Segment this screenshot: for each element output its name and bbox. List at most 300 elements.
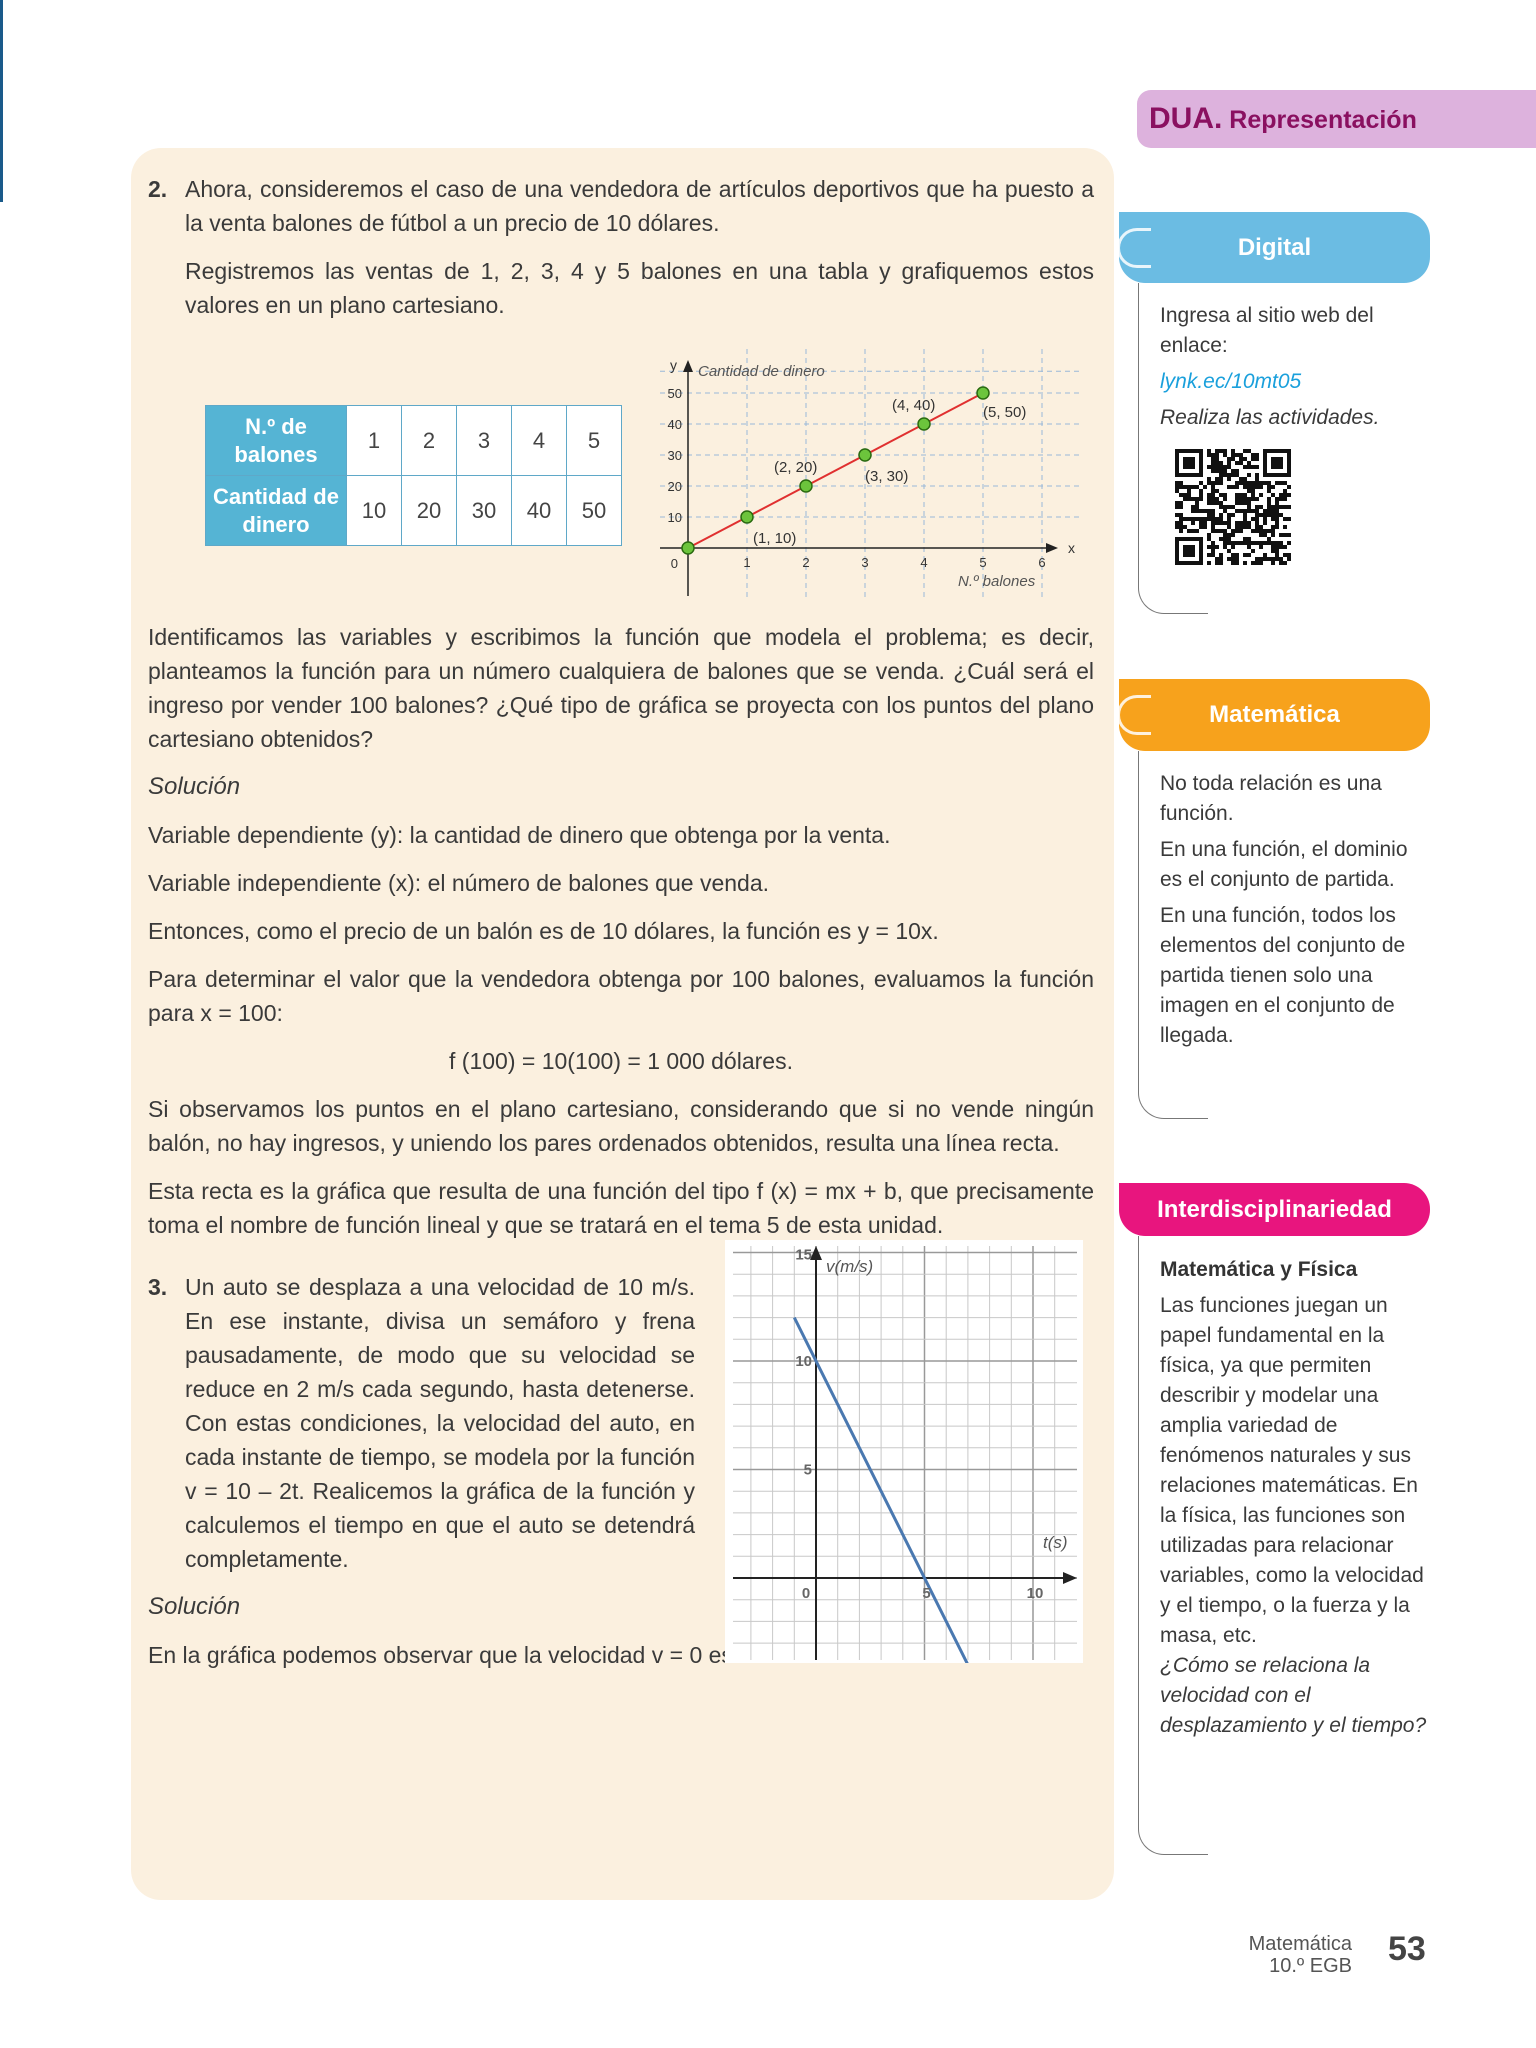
qr-module [1239, 541, 1243, 545]
qr-module [1243, 477, 1247, 481]
interdisciplinariedad-question: ¿Cómo se relaciona la velocidad con el desplazamiento y el tiempo? [1160, 1654, 1427, 1737]
qr-module [1251, 561, 1255, 565]
qr-module [1263, 513, 1267, 517]
qr-module [1179, 493, 1183, 497]
qr-finder [1271, 457, 1283, 469]
qr-module [1175, 481, 1179, 485]
qr-module [1215, 521, 1219, 525]
qr-module [1247, 545, 1251, 549]
y-tick-label: 40 [667, 417, 682, 432]
qr-module [1243, 561, 1247, 565]
qr-module [1207, 545, 1211, 549]
origin-label: 0 [670, 556, 678, 571]
qr-module [1259, 541, 1263, 545]
qr-module [1211, 497, 1215, 501]
x-axis-name: x [1068, 540, 1075, 556]
qr-module [1195, 517, 1199, 521]
qr-module [1279, 513, 1283, 517]
qr-module [1239, 493, 1243, 497]
qr-module [1219, 449, 1223, 453]
qr-module [1239, 477, 1243, 481]
qr-module [1263, 509, 1267, 513]
qr-module [1231, 469, 1235, 473]
qr-module [1203, 517, 1207, 521]
qr-module [1227, 521, 1231, 525]
qr-module [1275, 517, 1279, 521]
exercise-2-text: Ahora, consideremos el caso de una vendedora de artículos deportivos que ha puesto a la venta balones de fútbol a un precio de 10 dólares. [185, 176, 1094, 236]
qr-module [1271, 557, 1275, 561]
qr-module [1231, 557, 1235, 561]
interdisciplinariedad-header [1119, 1183, 1430, 1236]
qr-module [1227, 477, 1231, 481]
qr-module [1215, 561, 1219, 565]
qr-module [1195, 485, 1199, 489]
qr-module [1199, 509, 1203, 513]
qr-module [1255, 477, 1259, 481]
y-axis-name: y [670, 357, 677, 373]
qr-module [1287, 485, 1291, 489]
qr-module [1255, 513, 1259, 517]
qr-module [1207, 501, 1211, 505]
qr-module [1275, 481, 1279, 485]
qr-module [1179, 517, 1183, 521]
qr-module [1227, 541, 1231, 545]
qr-module [1215, 465, 1219, 469]
qr-module [1279, 533, 1283, 537]
qr-module [1287, 553, 1291, 557]
qr-module [1179, 521, 1183, 525]
qr-module [1247, 465, 1251, 469]
qr-module [1215, 469, 1219, 473]
qr-module [1227, 537, 1231, 541]
x-tick-label: 6 [1038, 555, 1046, 570]
qr-module [1227, 549, 1231, 553]
qr-module [1215, 501, 1219, 505]
qr-module [1267, 537, 1271, 541]
qr-module [1239, 457, 1243, 461]
velocity-chart [725, 1240, 1083, 1663]
qr-module [1267, 529, 1271, 533]
qr-module [1243, 493, 1247, 497]
matematica-header [1119, 679, 1430, 751]
qr-module [1279, 493, 1283, 497]
qr-module [1231, 473, 1235, 477]
data-point [800, 480, 812, 492]
x-tick-label: 0 [801, 1585, 811, 1602]
qr-module [1179, 525, 1183, 529]
exercise-2-instruction: Registremos las ventas de 1, 2, 3, 4 y 5 balones en una tabla y grafiquemos estos valores en un plano cartesiano. [185, 258, 1094, 318]
qr-module [1271, 549, 1275, 553]
y-tick-label: 50 [667, 386, 682, 401]
qr-module [1211, 529, 1215, 533]
table-cell: 10 [347, 476, 402, 546]
exercise-2 [148, 172, 1094, 322]
qr-module [1211, 501, 1215, 505]
qr-module [1251, 549, 1255, 553]
qr-module [1215, 449, 1219, 453]
exercise-3-text: Un auto se desplaza a una velocidad de 10 m/s. En ese instante, divisa un semáforo y frena pausadamente, de modo que su velocidad se reduce en 2 m/s cada segundo, hasta detenerse. Con estas condiciones, la velocidad del auto, en cada instante de tiempo, se modela por la función v = 10 – 2t. Realicemos la gráfica de la función y calculemos el tiempo en que el auto se detendrá completamente. [185, 1274, 695, 1572]
qr-module [1223, 497, 1227, 501]
x-axis-label: t(s) [1043, 1533, 1068, 1552]
qr-module [1227, 525, 1231, 529]
qr-module [1179, 529, 1183, 533]
qr-module [1235, 525, 1239, 529]
qr-module [1235, 521, 1239, 525]
qr-module [1247, 501, 1251, 505]
qr-module [1183, 497, 1187, 501]
qr-module [1283, 481, 1287, 485]
page-number: 53 [1388, 1930, 1426, 1968]
qr-module [1207, 533, 1211, 537]
qr-module [1187, 529, 1191, 533]
digital-note: Realiza las actividades. [1160, 406, 1380, 429]
qr-module [1223, 449, 1227, 453]
exercise-number-2: 2. [148, 176, 168, 202]
qr-module [1231, 541, 1235, 545]
matematica-text: En una función, el dominio es el conjunto de partida. [1160, 838, 1408, 891]
x-tick-label: 3 [861, 555, 869, 570]
qr-module [1179, 513, 1183, 517]
qr-module [1211, 453, 1215, 457]
qr-module [1179, 505, 1183, 509]
qr-module [1179, 481, 1183, 485]
qr-module [1219, 477, 1223, 481]
qr-module [1255, 473, 1259, 477]
qr-module [1231, 453, 1235, 457]
table-cell: 4 [512, 406, 567, 476]
solution-line: Variable independiente (x): el número de balones que venda. [148, 870, 769, 896]
qr-module [1223, 509, 1227, 513]
qr-module [1283, 545, 1287, 549]
solution-heading: Solución [148, 1593, 241, 1620]
qr-module [1191, 509, 1195, 513]
qr-module [1243, 553, 1247, 557]
qr-module [1255, 509, 1259, 513]
qr-module [1231, 457, 1235, 461]
qr-module [1219, 493, 1223, 497]
qr-module [1231, 529, 1235, 533]
series-line [688, 393, 983, 548]
qr-module [1259, 493, 1263, 497]
table-header-dinero: Cantidad de dinero [206, 476, 347, 546]
qr-module [1211, 493, 1215, 497]
qr-module [1235, 493, 1239, 497]
qr-module [1275, 541, 1279, 545]
qr-module [1207, 481, 1211, 485]
x-tick-label: 5 [979, 555, 987, 570]
qr-module [1271, 561, 1275, 565]
y-axis-arrow [683, 360, 693, 372]
qr-module [1239, 497, 1243, 501]
qr-module [1227, 465, 1231, 469]
qr-module [1231, 533, 1235, 537]
qr-module [1207, 513, 1211, 517]
x-tick-label: 1 [743, 555, 751, 570]
qr-module [1279, 505, 1283, 509]
hook-icon [1117, 228, 1151, 268]
x-tick-label: 10 [1026, 1585, 1044, 1602]
qr-module [1207, 497, 1211, 501]
qr-module [1207, 537, 1211, 541]
qr-module [1235, 497, 1239, 501]
qr-module [1191, 497, 1195, 501]
formula: f (100) = 10(100) = 1 000 dólares. [449, 1048, 793, 1074]
qr-module [1247, 525, 1251, 529]
qr-module [1247, 505, 1251, 509]
qr-module [1219, 513, 1223, 517]
qr-module [1235, 553, 1239, 557]
qr-module [1251, 481, 1255, 485]
point-label: (3, 30) [865, 468, 909, 485]
qr-module [1199, 489, 1203, 493]
table-cell: 50 [567, 476, 622, 546]
qr-module [1239, 525, 1243, 529]
dua-label: DUA. [1149, 102, 1223, 135]
table-header-balones: N.º de balones [206, 406, 347, 476]
qr-module [1235, 541, 1239, 545]
qr-module [1223, 469, 1227, 473]
qr-module [1187, 497, 1191, 501]
qr-module [1235, 469, 1239, 473]
qr-module [1223, 521, 1227, 525]
qr-module [1219, 461, 1223, 465]
qr-module [1223, 533, 1227, 537]
qr-module [1287, 533, 1291, 537]
qr-module [1287, 493, 1291, 497]
table-cell: 30 [457, 476, 512, 546]
qr-module [1283, 489, 1287, 493]
qr-module [1243, 525, 1247, 529]
qr-module [1203, 509, 1207, 513]
data-point [859, 449, 871, 461]
point-label: (2, 20) [774, 459, 818, 476]
qr-module [1207, 449, 1211, 453]
x-axis-arrow [1046, 543, 1058, 553]
qr-module [1259, 525, 1263, 529]
qr-module [1255, 541, 1259, 545]
qr-module [1207, 509, 1211, 513]
qr-module [1251, 485, 1255, 489]
qr-module [1271, 545, 1275, 549]
qr-module [1199, 525, 1203, 529]
qr-module [1183, 525, 1187, 529]
qr-module [1231, 485, 1235, 489]
qr-module [1195, 505, 1199, 509]
qr-module [1283, 493, 1287, 497]
qr-module [1223, 453, 1227, 457]
table-row [206, 476, 622, 546]
qr-module [1255, 481, 1259, 485]
qr-module [1267, 501, 1271, 505]
hook-icon [1117, 695, 1151, 735]
matematica-body [1160, 769, 1435, 1057]
qr-module [1271, 513, 1275, 517]
qr-module [1211, 545, 1215, 549]
qr-module [1223, 529, 1227, 533]
qr-module [1175, 489, 1179, 493]
qr-module [1263, 517, 1267, 521]
y-tick-label: 15 [795, 1246, 812, 1264]
qr-module [1187, 489, 1191, 493]
qr-module [1215, 489, 1219, 493]
qr-module [1223, 493, 1227, 497]
digital-link[interactable]: lynk.ec/10mt05 [1160, 370, 1302, 393]
qr-module [1175, 525, 1179, 529]
table-cell: 20 [402, 476, 457, 546]
qr-module [1195, 501, 1199, 505]
qr-module [1211, 481, 1215, 485]
qr-module [1275, 521, 1279, 525]
page-edge-line [0, 0, 3, 202]
qr-module [1243, 541, 1247, 545]
qr-module [1219, 481, 1223, 485]
qr-module [1271, 517, 1275, 521]
qr-module [1279, 545, 1283, 549]
qr-module [1239, 501, 1243, 505]
table-cell: 2 [402, 406, 457, 476]
qr-module [1283, 505, 1287, 509]
qr-module [1199, 517, 1203, 521]
qr-module [1259, 529, 1263, 533]
interdisciplinariedad-body [1160, 1255, 1435, 1747]
qr-module [1231, 545, 1235, 549]
qr-module [1283, 561, 1287, 565]
x-axis-arrow [1063, 1572, 1077, 1584]
qr-module [1263, 557, 1267, 561]
qr-module [1219, 469, 1223, 473]
qr-module [1203, 521, 1207, 525]
qr-module [1227, 473, 1231, 477]
qr-module [1239, 461, 1243, 465]
solution-line: Esta recta es la gráfica que resulta de una función del tipo f (x) = mx + b, que precisamente toma el nombre de función lineal y que se tratará en el tema 5 de esta unidad. [148, 1178, 1094, 1238]
y-tick-label: 20 [667, 479, 682, 494]
qr-module [1263, 529, 1267, 533]
qr-module [1275, 545, 1279, 549]
qr-module [1199, 481, 1203, 485]
qr-module [1267, 505, 1271, 509]
table-row [206, 406, 622, 476]
solution-line: Entonces, como el precio de un balón es de 10 dólares, la función es y = 10x. [148, 918, 939, 944]
qr-module [1235, 509, 1239, 513]
qr-module [1243, 513, 1247, 517]
qr-module [1251, 465, 1255, 469]
qr-module [1271, 529, 1275, 533]
qr-module [1243, 457, 1247, 461]
digital-title: Digital [1237, 234, 1312, 261]
qr-module [1287, 517, 1291, 521]
qr-module [1255, 465, 1259, 469]
qr-module [1255, 525, 1259, 529]
qr-module [1243, 465, 1247, 469]
qr-module [1219, 529, 1223, 533]
qr-module [1251, 529, 1255, 533]
qr-module [1247, 489, 1251, 493]
qr-module [1279, 481, 1283, 485]
solution-line: Para determinar el valor que la vendedora obtenga por 100 balones, evaluamos la función para x = 100: [148, 966, 1094, 1026]
qr-module [1239, 509, 1243, 513]
qr-module [1263, 533, 1267, 537]
qr-module [1243, 517, 1247, 521]
qr-module [1255, 557, 1259, 561]
qr-module [1215, 457, 1219, 461]
qr-module [1243, 509, 1247, 513]
qr-module [1191, 521, 1195, 525]
y-axis-label: Cantidad de dinero [698, 363, 825, 380]
interdisciplinariedad-text: Las funciones juegan un papel fundamental en la física, ya que permiten describir y modelar una amplia variedad de fenómenos naturales y sus relaciones matemáticas. En la física, las funciones son utilizadas para relacionar variables, como la velocidad y el tiempo, o la fuerza y la masa, etc. [1160, 1294, 1424, 1647]
qr-code-icon[interactable] [1175, 449, 1291, 565]
qr-module [1207, 465, 1211, 469]
qr-module [1275, 549, 1279, 553]
y-tick-label: 5 [803, 1461, 812, 1479]
qr-module [1267, 509, 1271, 513]
qr-module [1211, 517, 1215, 521]
qr-module [1279, 541, 1283, 545]
qr-module [1175, 485, 1179, 489]
exercise-2-figures [148, 336, 1094, 606]
qr-module [1211, 549, 1215, 553]
qr-module [1227, 517, 1231, 521]
qr-module [1183, 517, 1187, 521]
qr-module [1223, 473, 1227, 477]
qr-module [1259, 545, 1263, 549]
qr-module [1235, 461, 1239, 465]
qr-module [1247, 481, 1251, 485]
solution-line: Variable dependiente (y): la cantidad de dinero que obtenga por la venta. [148, 822, 891, 848]
qr-module [1259, 481, 1263, 485]
qr-module [1219, 561, 1223, 565]
qr-module [1283, 553, 1287, 557]
qr-module [1279, 561, 1283, 565]
point-label: (5, 50) [983, 404, 1027, 421]
qr-module [1251, 457, 1255, 461]
qr-module [1271, 505, 1275, 509]
dua-title: Representación [1222, 106, 1417, 134]
qr-module [1211, 509, 1215, 513]
matematica-title: Matemática [1209, 701, 1340, 728]
qr-module [1211, 521, 1215, 525]
qr-module [1211, 489, 1215, 493]
qr-module [1267, 541, 1271, 545]
qr-module [1255, 561, 1259, 565]
qr-module [1259, 513, 1263, 517]
qr-module [1247, 509, 1251, 513]
y-tick-label: 30 [667, 448, 682, 463]
qr-module [1287, 505, 1291, 509]
digital-header [1119, 212, 1430, 283]
qr-module [1251, 453, 1255, 457]
exercise-3 [148, 1256, 695, 1576]
qr-module [1251, 493, 1255, 497]
y-tick-label: 10 [667, 510, 682, 525]
qr-module [1283, 525, 1287, 529]
qr-finder [1183, 545, 1195, 557]
qr-module [1275, 525, 1279, 529]
sales-chart [640, 346, 1100, 606]
qr-module [1251, 497, 1255, 501]
qr-module [1191, 529, 1195, 533]
qr-module [1239, 481, 1243, 485]
qr-module [1267, 557, 1271, 561]
table-cell: 5 [567, 406, 622, 476]
qr-module [1283, 533, 1287, 537]
qr-module [1215, 453, 1219, 457]
qr-module [1211, 553, 1215, 557]
x-tick-label: 5 [922, 1585, 931, 1602]
qr-module [1263, 553, 1267, 557]
qr-module [1251, 489, 1255, 493]
qr-module [1243, 501, 1247, 505]
qr-module [1267, 497, 1271, 501]
